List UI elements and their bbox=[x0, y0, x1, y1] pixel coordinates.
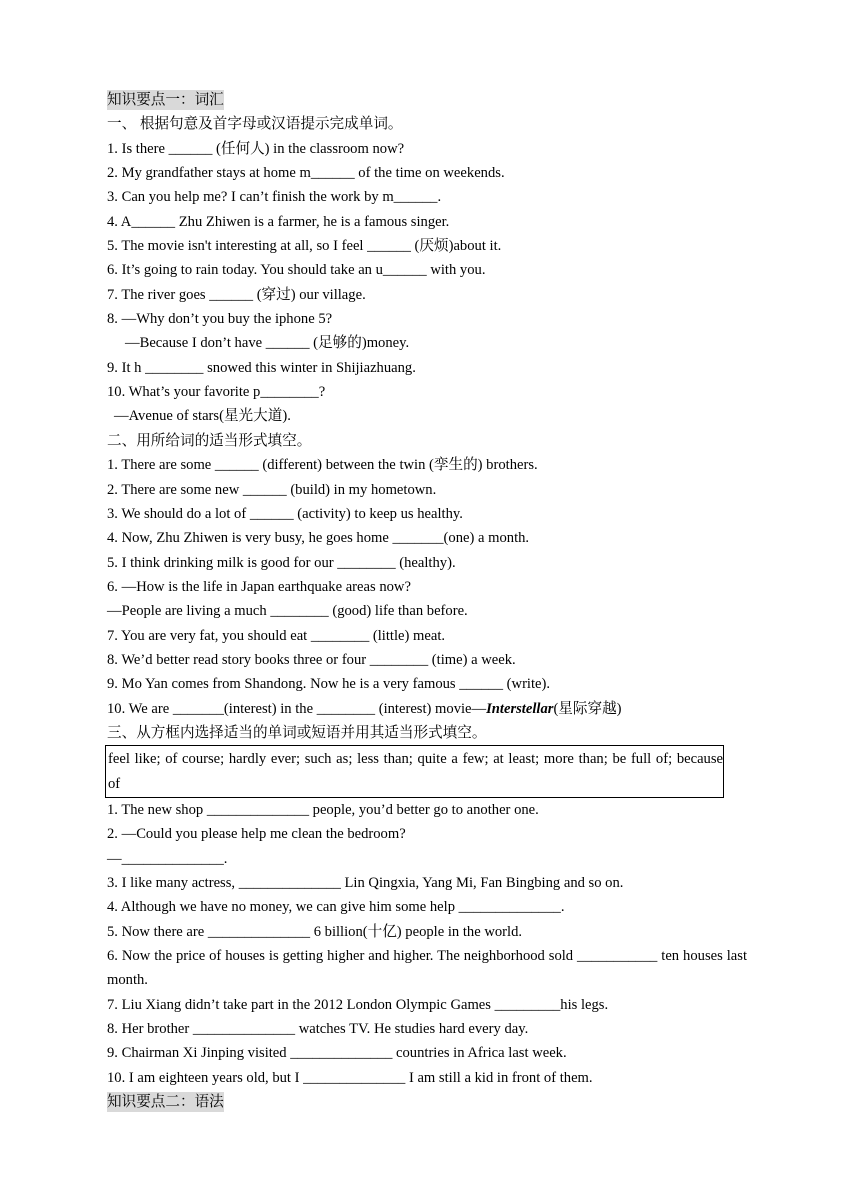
word-box-text: feel like; of course; hardly ever; such as; less than; quite a few; at least; more than; be full of; because of bbox=[108, 751, 723, 792]
part1-title: 一、 根据句意及首字母或汉语提示完成单词。 bbox=[107, 116, 403, 133]
part2-item: 5. I think drinking milk is good for our ________ (healthy). bbox=[107, 554, 456, 571]
part2-item: 3. We should do a lot of ______ (activity) to keep us healthy. bbox=[107, 505, 463, 522]
section-heading-vocabulary bbox=[107, 88, 747, 112]
part3-item: 6. Now the price of houses is getting higher and higher. The neighborhood sold ___________ ten houses last month. bbox=[107, 948, 747, 989]
part1-item: 7. The river goes ______ (穿过) our village. bbox=[107, 286, 366, 303]
part2-item: 7. You are very fat, you should eat ________ (little) meat. bbox=[107, 627, 446, 644]
part2-item: 2. There are some new ______ (build) in my hometown. bbox=[107, 481, 437, 498]
part1-item: 6. It’s going to rain today. You should take an u______ with you. bbox=[107, 262, 486, 279]
part2-title: 二、用所给词的适当形式填空。 bbox=[107, 432, 312, 449]
part3-item: 10. I am eighteen years old, but I ______________ I am still a kid in front of them. bbox=[107, 1069, 593, 1086]
part1-item: 10. What’s your favorite p________? bbox=[107, 384, 326, 401]
word-box bbox=[105, 745, 724, 798]
part3-item: 7. Liu Xiang didn’t take part in the 2012 London Olympic Games _________his legs. bbox=[107, 996, 609, 1013]
part2-item: —People are living a much ________ (good) life than before. bbox=[107, 603, 468, 620]
part2-item: 8. We’d better read story books three or four ________ (time) a week. bbox=[107, 651, 516, 668]
part2-item: 4. Now, Zhu Zhiwen is very busy, he goes home _______(one) a month. bbox=[107, 530, 530, 547]
part3-item: 2. —Could you please help me clean the bedroom? bbox=[107, 826, 406, 843]
item10-prefix: 10. We are _______(interest) in the ________ (interest) movie— bbox=[107, 700, 487, 717]
part3-item: 1. The new shop ______________ people, you’d better go to another one. bbox=[107, 801, 539, 818]
document-page bbox=[107, 88, 747, 1114]
section-heading-grammar bbox=[107, 1090, 747, 1114]
part3-item: 9. Chairman Xi Jinping visited ______________ countries in Africa last week. bbox=[107, 1045, 567, 1062]
part3-item: 4. Although we have no money, we can give him some help ______________. bbox=[107, 899, 565, 916]
heading-text: 知识要点二：语法 bbox=[107, 1094, 224, 1111]
item10-suffix: (星际穿越) bbox=[553, 700, 622, 717]
part2-item: 6. —How is the life in Japan earthquake areas now? bbox=[107, 578, 411, 595]
part1-item: 2. My grandfather stays at home m______ of the time on weekends. bbox=[107, 165, 505, 182]
part1-item: —Avenue of stars(星光大道). bbox=[114, 408, 291, 425]
part1-item: —Because I don’t have ______ (足够的)money. bbox=[125, 335, 410, 352]
part1-item: 8. —Why don’t you buy the iphone 5? bbox=[107, 311, 333, 328]
part1-item: 9. It h ________ snowed this winter in Shijiazhuang. bbox=[107, 359, 416, 376]
part2-item: 9. Mo Yan comes from Shandong. Now he is a very famous ______ (write). bbox=[107, 676, 551, 693]
heading-text: 知识要点一：词汇 bbox=[107, 92, 224, 108]
part1-item: 5. The movie isn't interesting at all, so I feel ______ (厌烦)about it. bbox=[107, 238, 502, 255]
part3-item: 5. Now there are ______________ 6 billion(十亿) people in the world. bbox=[107, 923, 523, 940]
part1-item: 1. Is there ______ (任何人) in the classroom now? bbox=[107, 140, 405, 157]
part3-item: 8. Her brother ______________ watches TV. He studies hard every day. bbox=[107, 1021, 529, 1038]
item10-movie-title: Interstellar bbox=[486, 700, 554, 717]
part2-item-10 bbox=[107, 697, 747, 721]
part2-item: 1. There are some ______ (different) between the twin (孪生的) brothers. bbox=[107, 457, 538, 474]
part3-title: 三、从方框内选择适当的单词或短语并用其适当形式填空。 bbox=[107, 724, 487, 741]
part3-item: —______________. bbox=[107, 850, 228, 867]
part3-item: 3. I like many actress, ______________ Lin Qingxia, Yang Mi, Fan Bingbing and so on. bbox=[107, 875, 624, 891]
part1-item: 4. A______ Zhu Zhiwen is a farmer, he is a famous singer. bbox=[107, 213, 450, 230]
part1-item: 3. Can you help me? I can’t finish the work by m______. bbox=[107, 189, 442, 206]
